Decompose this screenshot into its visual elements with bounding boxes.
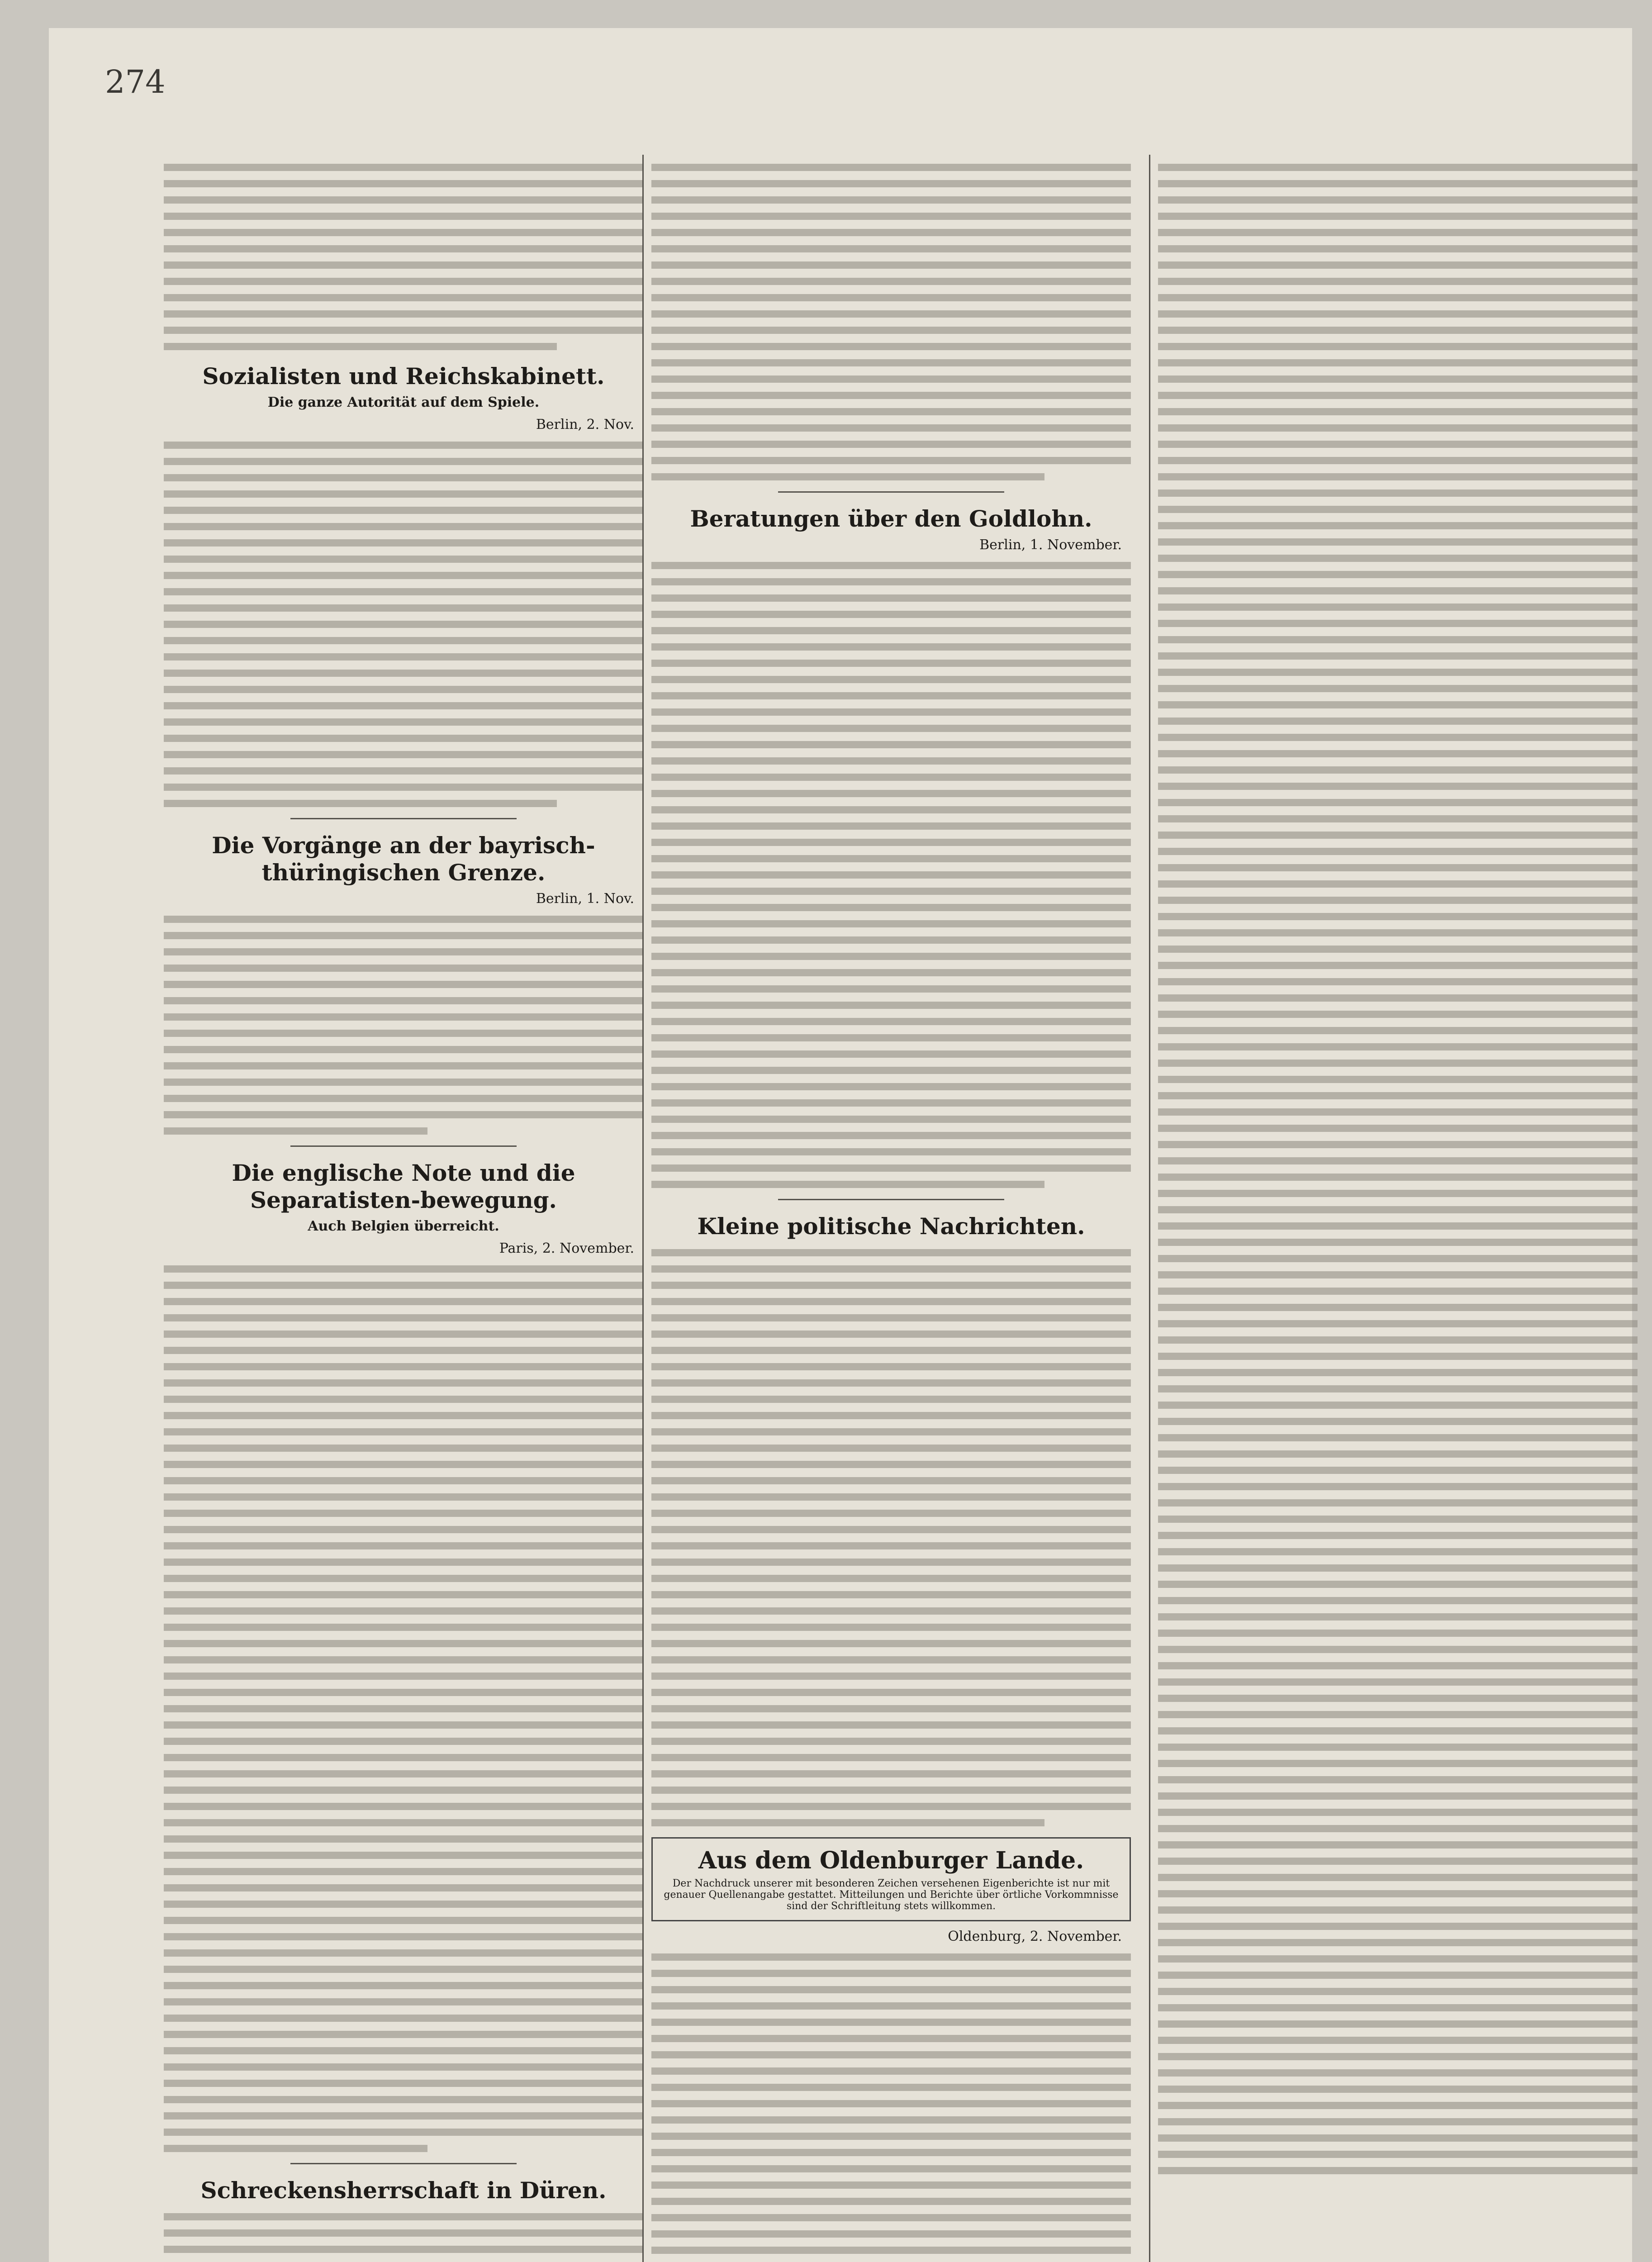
section-title: Aus dem Oldenburger Lande. — [698, 1847, 1084, 1874]
section-header-box — [651, 1837, 1131, 1921]
article-body — [651, 164, 1131, 480]
article-heading: Die englische Note und die Separatisten-bewegung. — [232, 1160, 575, 1213]
article-body — [164, 1265, 643, 2152]
column-rule — [1149, 155, 1150, 2262]
text-block — [164, 164, 643, 350]
section-note: Der Nachdruck unserer mit besonderen Zeichen versehenen Eigenberichte ist nur mit genauer Quellenangabe gestattet. Mitteilungen und Berichte über örtliche Vorkommnisse sind der Schriftleitung stets willkommen. — [664, 1878, 1119, 1912]
article-dateline: Paris, 2. November. — [499, 1240, 634, 1256]
article-body — [164, 442, 643, 807]
article-body — [651, 562, 1131, 1188]
article-dateline: Berlin, 1. Nov. — [536, 891, 634, 907]
article-body — [164, 916, 643, 1135]
article-body — [1158, 164, 1638, 2174]
article-heading: Schreckensherrschaft in Düren. — [200, 2177, 607, 2204]
article-dateline: Oldenburg, 2. November. — [948, 1929, 1122, 1944]
article-heading: Beratungen über den Goldlohn. — [690, 505, 1092, 532]
article-dateline: Berlin, 1. November. — [979, 537, 1122, 553]
article-subheading: Auch Belgien überreicht. — [308, 1218, 499, 1234]
column-2 — [651, 155, 1131, 2262]
article-body — [164, 2213, 643, 2262]
article-body — [651, 1953, 1131, 2262]
article-body — [651, 1249, 1131, 1826]
column-3 — [1158, 155, 1638, 2262]
article-heading: Die Vorgänge an der bayrisch-thüringischen Grenze. — [212, 832, 595, 886]
article-heading: Kleine politische Nachrichten. — [697, 1213, 1085, 1240]
article-heading: Sozialisten und Reichskabinett. — [202, 363, 605, 390]
column-rule — [642, 155, 644, 2262]
article-subheading: Die ganze Autorität auf dem Spiele. — [267, 394, 540, 410]
column-1 — [164, 155, 643, 2262]
page-number: 274 — [105, 63, 166, 100]
article-dateline: Berlin, 2. Nov. — [536, 417, 634, 432]
